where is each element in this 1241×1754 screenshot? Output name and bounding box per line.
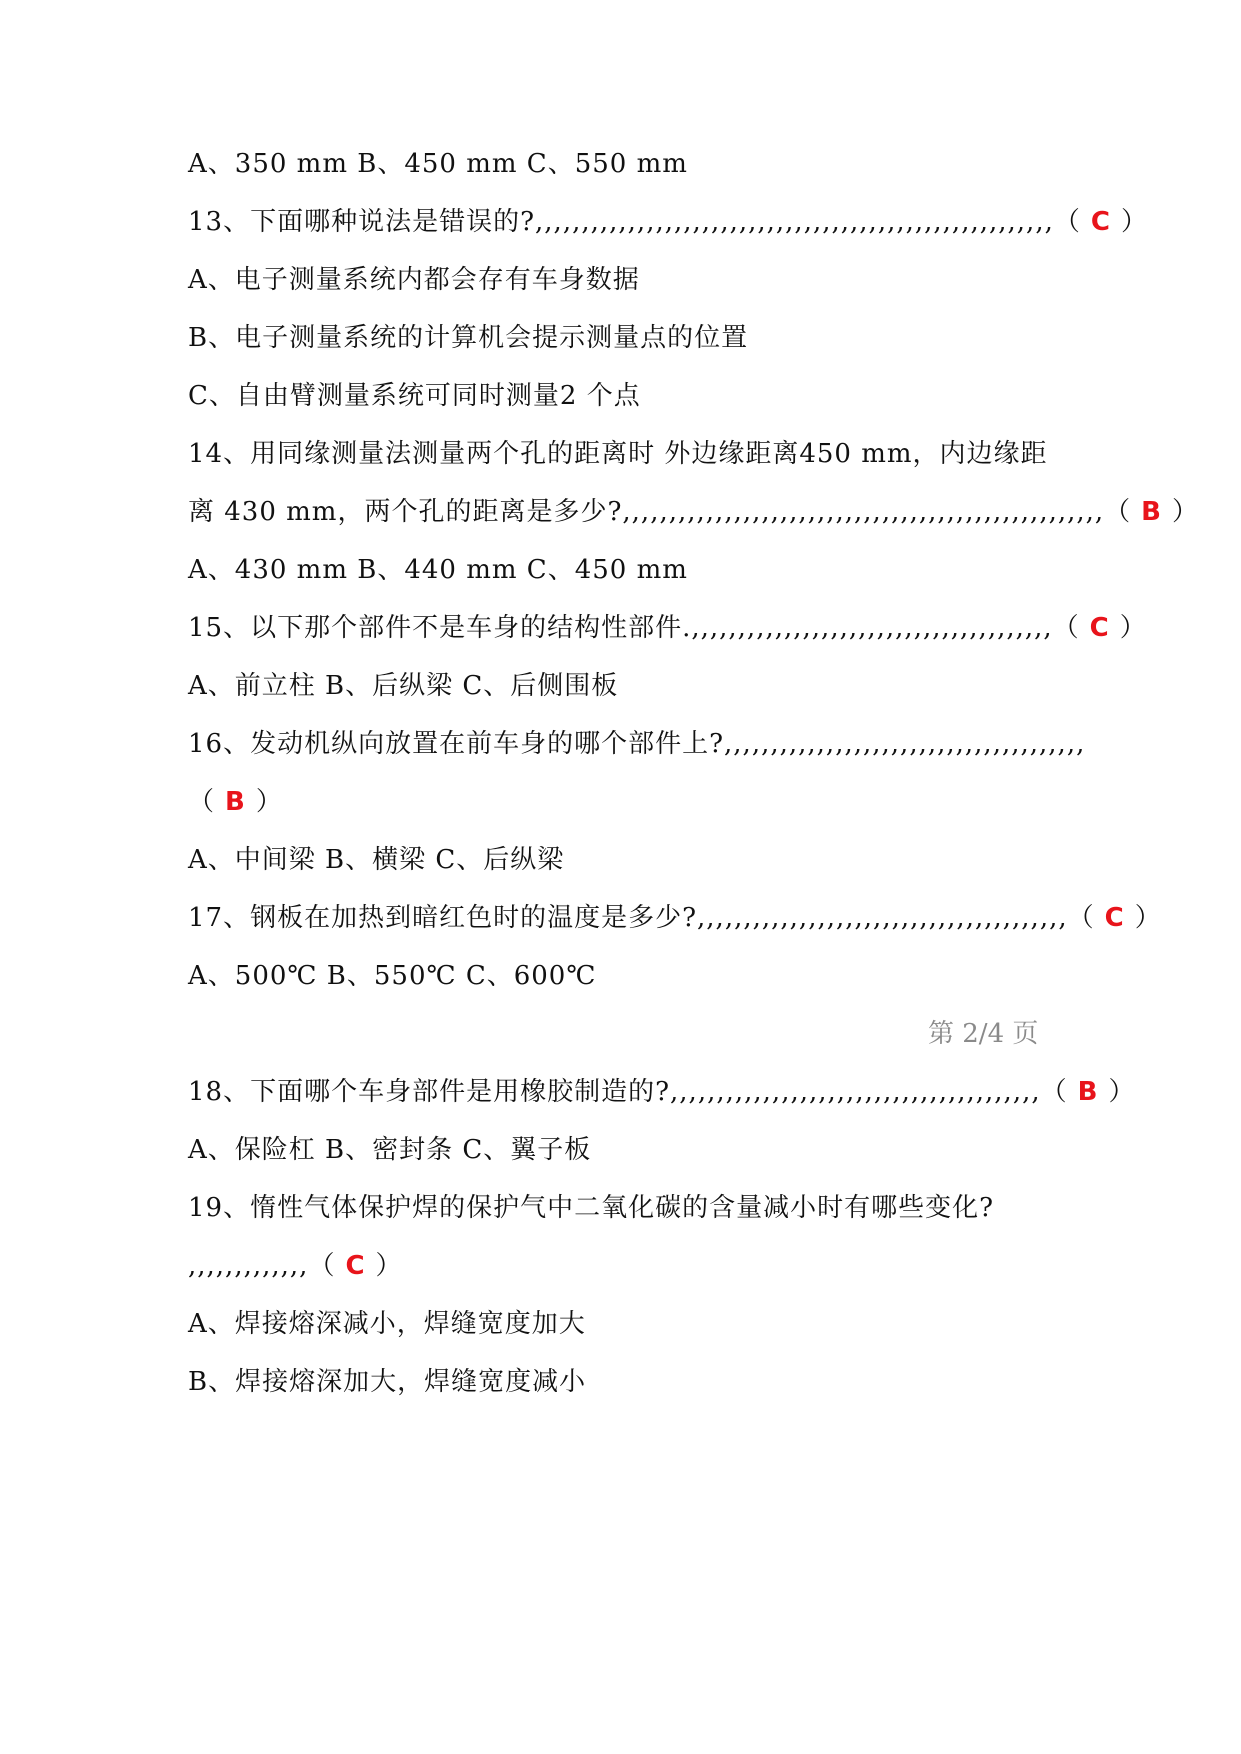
q19-answer: C — [345, 1251, 366, 1281]
q17-options: A、500℃ B、550℃ C、600℃ — [188, 961, 597, 991]
q15-question: 15、以下那个部件不是车身的结构性部件.,,,,,,,,,,,,,,,,,,,,,,,,,,,,,,,,,,,,,,,（ C ） — [188, 613, 1147, 643]
q18-options: A、保险杠 B、密封条 C、翼子板 — [188, 1135, 592, 1165]
q15-answer: C — [1089, 613, 1110, 643]
q13-option-c: C、自由臂测量系统可同时测量2 个点 — [188, 381, 641, 411]
q19-answer-line: ,,,,,,,,,,,,,（ C ） — [188, 1251, 403, 1281]
q14-options: A、430 mm B、440 mm C、450 mm — [188, 555, 688, 585]
q15-options: A、前立柱 B、后纵梁 C、后侧围板 — [188, 671, 619, 701]
q13-text: 13、下面哪种说法是错误的?,,,,,,,,,,,,,,,,,,,,,,,,,,,,,,,,,,,,,,,,,,,,,,,,,,,,,,,,（ — [188, 207, 1081, 237]
q14-question-line2: 离 430 mm，两个孔的距离是多少?,,,,,,,,,,,,,,,,,,,,,,,,,,,,,,,,,,,,,,,,,,,,,,,,,,,,（ B ） — [188, 497, 1200, 527]
q13-option-b: B、电子测量系统的计算机会提示测量点的位置 — [188, 323, 749, 353]
page-number: 第 2/4 页 — [928, 1019, 1039, 1049]
q12-options: A、350 mm B、450 mm C、550 mm — [188, 149, 688, 179]
q19-option-a: A、焊接熔深减小，焊缝宽度加大 — [188, 1309, 586, 1339]
q17-answer: C — [1104, 903, 1125, 933]
q18-question: 18、下面哪个车身部件是用橡胶制造的?,,,,,,,,,,,,,,,,,,,,,,,,,,,,,,,,,,,,,,,,（ B ） — [188, 1077, 1136, 1107]
q19-option-b: B、焊接熔深加大，焊缝宽度减小 — [188, 1367, 587, 1397]
q19-question: 19、惰性气体保护焊的保护气中二氧化碳的含量减小时有哪些变化? — [188, 1193, 995, 1223]
q16-answer-line: （ B ） — [188, 787, 283, 817]
q13-question: 13、下面哪种说法是错误的?,,,,,,,,,,,,,,,,,,,,,,,,,,,,,,,,,,,,,,,,,,,,,,,,,,,,,,,,（ C ） — [188, 207, 1148, 237]
q16-question: 16、发动机纵向放置在前车身的哪个部件上?,,,,,,,,,,,,,,,,,,,,,,,,,,,,,,,,,,,,,,, — [188, 729, 1086, 759]
q18-answer: B — [1077, 1077, 1099, 1107]
q13-answer: C — [1090, 207, 1111, 237]
q16-options: A、中间梁 B、横梁 C、后纵梁 — [188, 845, 565, 875]
q14-answer: B — [1141, 497, 1162, 527]
q16-answer: B — [225, 787, 246, 817]
q14-question-line1: 14、用同缘测量法测量两个孔的距离时 外边缘距离450 mm，内边缘距 — [188, 439, 1048, 469]
q17-question: 17、钢板在加热到暗红色时的温度是多少?,,,,,,,,,,,,,,,,,,,,,,,,,,,,,,,,,,,,,,,,（ C ） — [188, 903, 1162, 933]
q13-option-a: A、电子测量系统内都会存有车身数据 — [188, 265, 640, 295]
